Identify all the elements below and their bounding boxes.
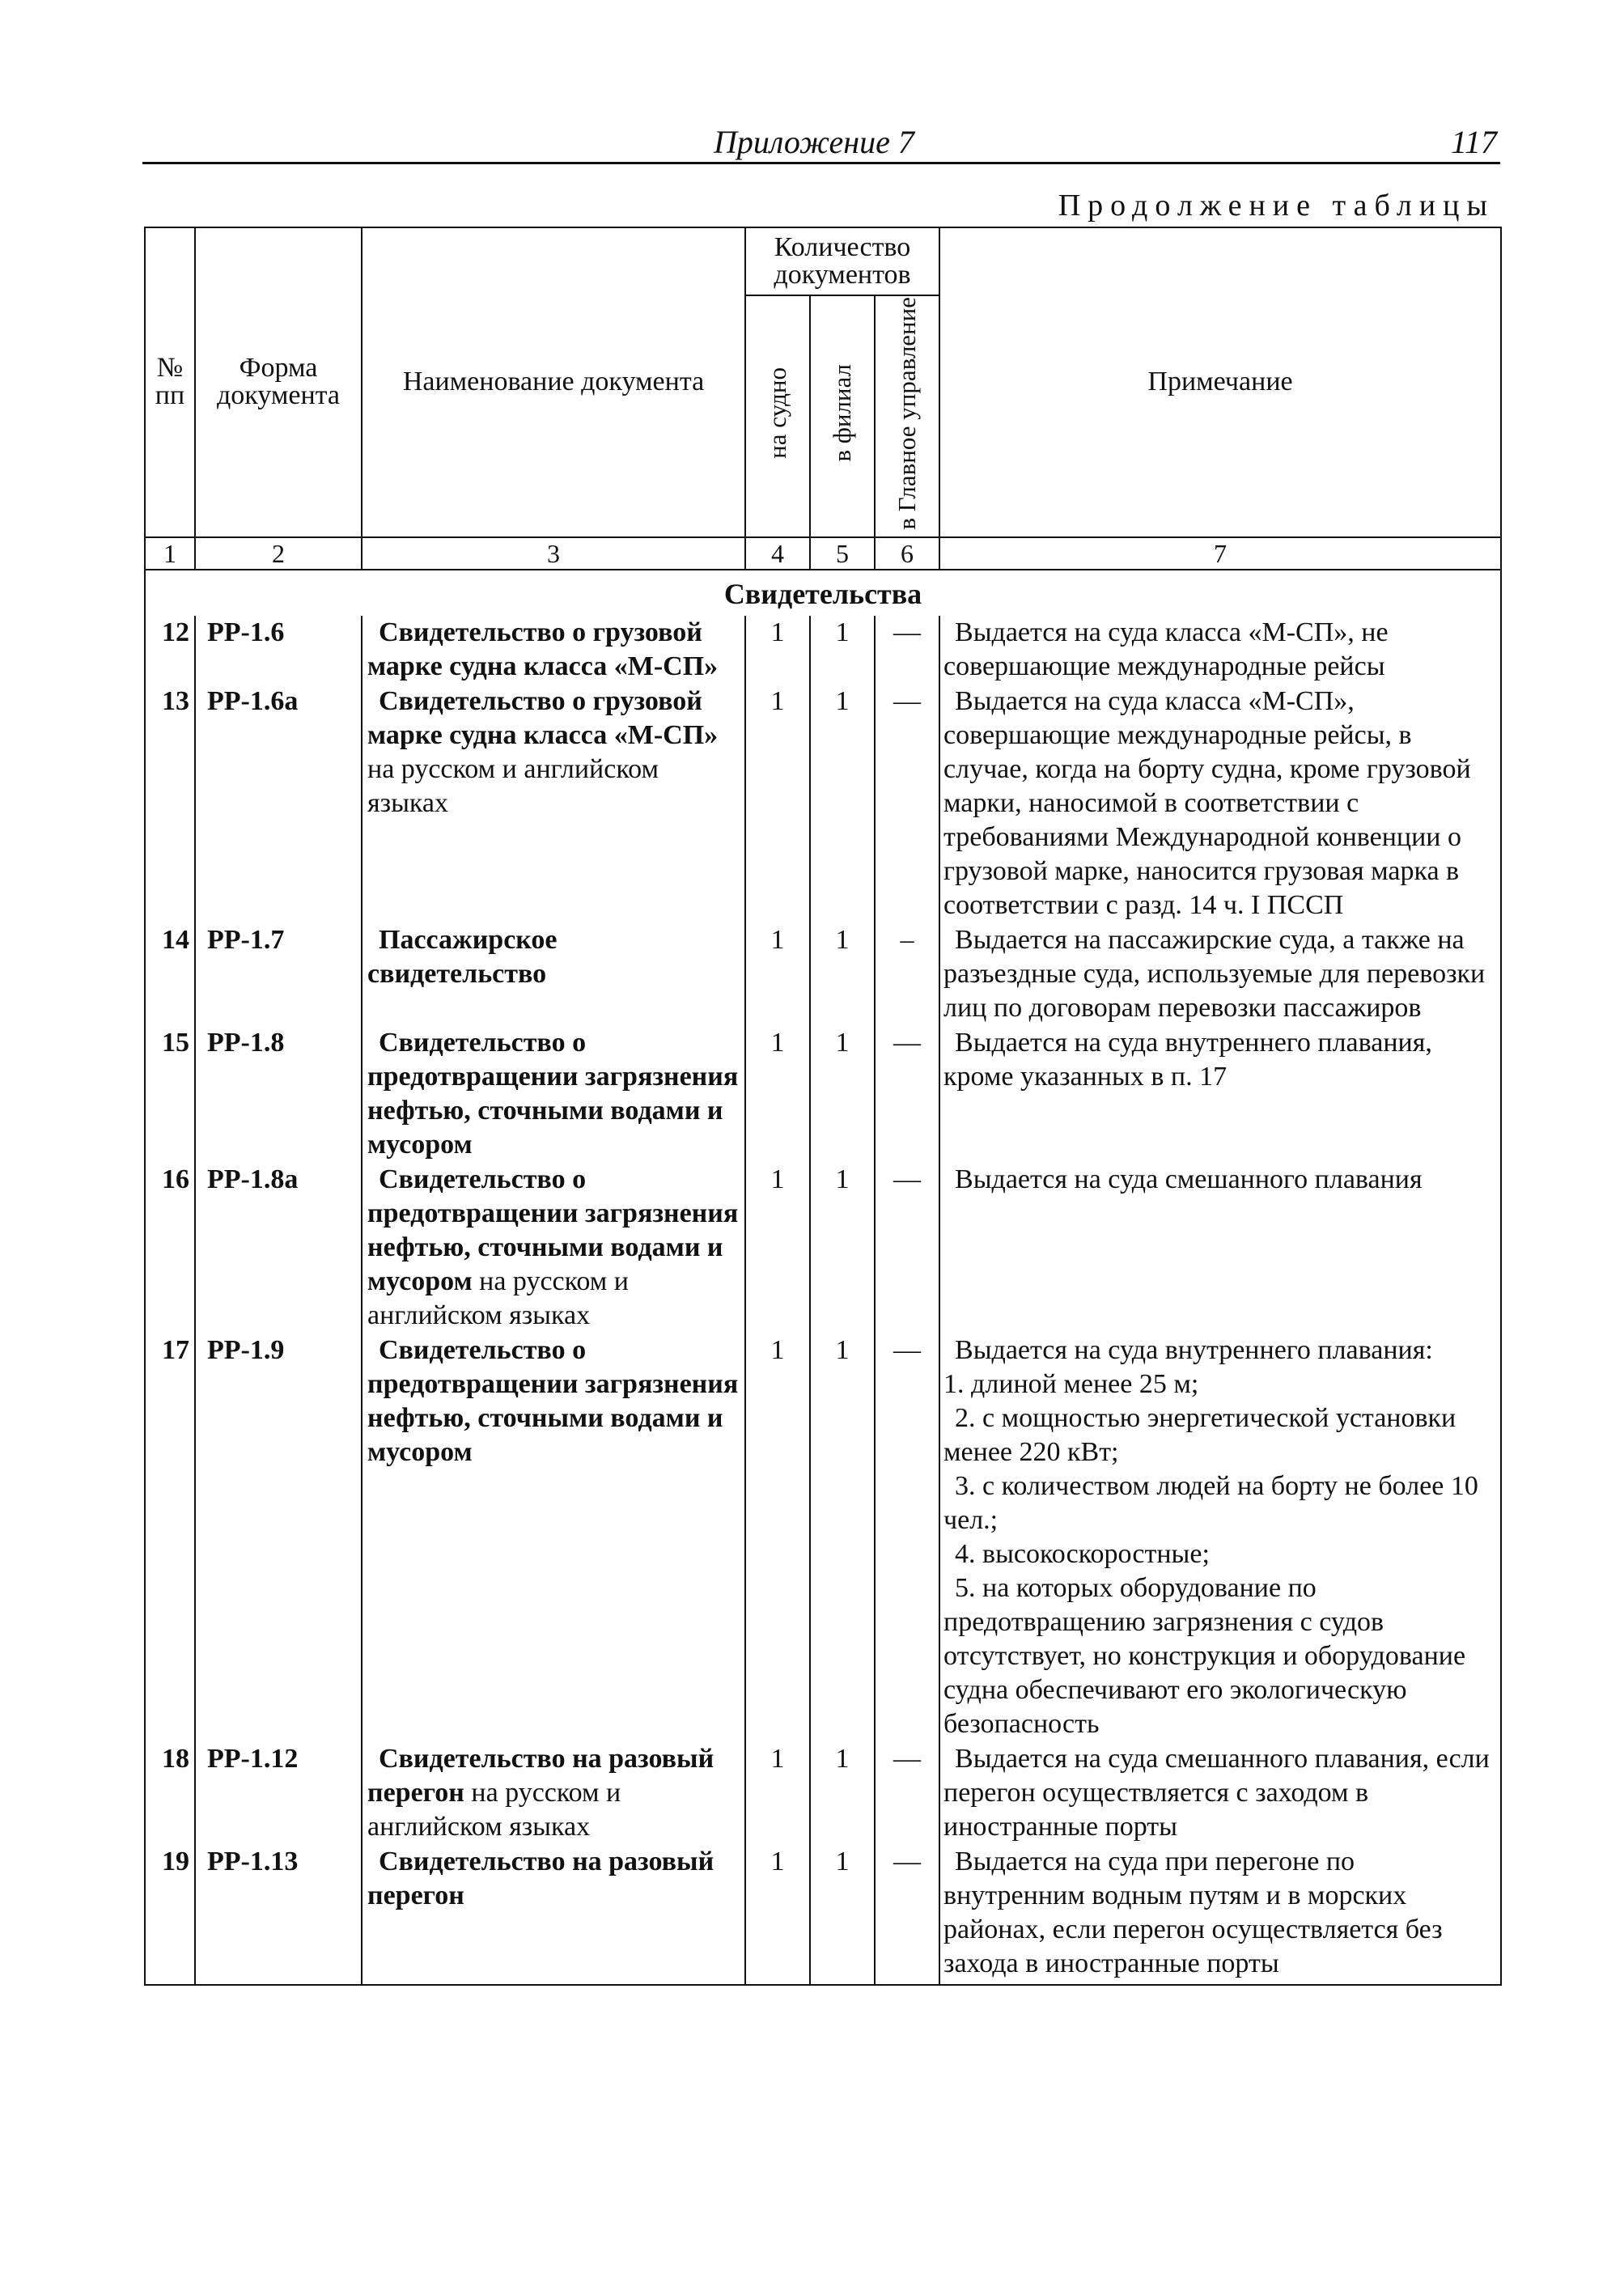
row-number: 19 xyxy=(145,1845,195,1985)
qty-main: — xyxy=(875,1163,939,1334)
qty-branch: 1 xyxy=(810,1742,875,1845)
row-number: 14 xyxy=(145,923,195,1026)
qty-main: — xyxy=(875,1845,939,1985)
document-name-suffix: на русском и английском языках xyxy=(367,753,659,818)
document-name xyxy=(362,1742,745,1845)
table-row xyxy=(145,1742,1501,1845)
document-name xyxy=(362,923,745,1026)
qty-main: — xyxy=(875,616,939,685)
document-name xyxy=(362,1334,745,1742)
column-number: 1 xyxy=(145,537,195,570)
qty-ship: 1 xyxy=(745,685,810,923)
note xyxy=(939,923,1501,1026)
table-row xyxy=(145,1026,1501,1163)
note-line: Выдается на суда класса «М-СП», не совершающие международные рейсы xyxy=(943,617,1389,681)
document-name-bold: Пассажирское свидетельство xyxy=(367,924,558,989)
document-name-suffix: на русском и английском языках xyxy=(367,1266,629,1330)
document-form-code: РР-1.7 xyxy=(195,923,362,1026)
note xyxy=(939,1163,1501,1334)
header-name: Наименование документа xyxy=(362,227,745,537)
qty-branch: 1 xyxy=(810,1845,875,1985)
note xyxy=(939,685,1501,923)
document-form-code: РР-1.8 xyxy=(195,1026,362,1163)
qty-main: — xyxy=(875,685,939,923)
note-line: Выдается на суда внутреннего плавания, кроме указанных в п. 17 xyxy=(943,1027,1432,1092)
document-name-bold: Свидетельство о предотвращении загрязнения нефтью, сточными водами и мусором xyxy=(367,1164,739,1296)
certificates-table xyxy=(144,227,1502,1986)
table-row xyxy=(145,1845,1501,1985)
column-number: 6 xyxy=(875,537,939,570)
running-head xyxy=(142,121,1500,164)
note xyxy=(939,1742,1501,1845)
qty-branch: 1 xyxy=(810,685,875,923)
note-line: 4. высокоскоростные; xyxy=(955,1538,1210,1569)
page-number: 117 xyxy=(1450,124,1497,160)
document-name xyxy=(362,1845,745,1985)
qty-branch: 1 xyxy=(810,923,875,1026)
document-form-code: РР-1.9 xyxy=(195,1334,362,1742)
document-form-code: РР-1.8а xyxy=(195,1163,362,1334)
header-qty: Количество документов xyxy=(745,227,939,295)
note xyxy=(939,1845,1501,1985)
qty-branch: 1 xyxy=(810,616,875,685)
qty-ship: 1 xyxy=(745,1742,810,1845)
column-number: 5 xyxy=(810,537,875,570)
qty-branch: 1 xyxy=(810,1163,875,1334)
header-qty-branch: в филиал xyxy=(810,295,875,537)
row-number: 12 xyxy=(145,616,195,685)
note-line: Выдается на суда смешанного плавания, если перегон осуществляется с заходом в иностранные порты xyxy=(943,1743,1490,1842)
table-row xyxy=(145,923,1501,1026)
header-qty-ship: на судно xyxy=(745,295,810,537)
table-row xyxy=(145,1334,1501,1742)
table-row xyxy=(145,1163,1501,1334)
document-name xyxy=(362,616,745,685)
table-continuation-label: Продолжение таблицы xyxy=(1058,189,1495,223)
document-name xyxy=(362,1163,745,1334)
qty-branch: 1 xyxy=(810,1334,875,1742)
section-heading: Свидетельства xyxy=(145,570,1501,616)
header-note: Примечание xyxy=(939,227,1501,537)
table-row xyxy=(145,685,1501,923)
column-number: 3 xyxy=(362,537,745,570)
qty-ship: 1 xyxy=(745,616,810,685)
qty-main: — xyxy=(875,1026,939,1163)
document-name-bold: Свидетельство на разовый перегон xyxy=(367,1743,714,1808)
document-form-code: РР-1.6а xyxy=(195,685,362,923)
qty-main: — xyxy=(875,1742,939,1845)
qty-ship: 1 xyxy=(745,923,810,1026)
note-line: Выдается на суда внутреннего плавания: xyxy=(955,1334,1433,1365)
header-form: Форма документа xyxy=(195,227,362,537)
qty-main: – xyxy=(875,923,939,1026)
document-name-bold: Свидетельство о предотвращении загрязнения нефтью, сточными водами и мусором xyxy=(367,1027,739,1160)
note xyxy=(939,1026,1501,1163)
row-number: 18 xyxy=(145,1742,195,1845)
row-number: 17 xyxy=(145,1334,195,1742)
column-number: 7 xyxy=(939,537,1501,570)
column-number: 4 xyxy=(745,537,810,570)
page-title: Приложение 7 xyxy=(714,124,914,160)
note-line: Выдается на суда смешанного плавания xyxy=(955,1164,1423,1194)
note-line: Выдается на суда класса «М-СП», совершающие международные рейсы, в случае, когда на борту судна, кроме грузовой марки, наносимой в соответствии с требованиями Международной конвенции о грузовой марке, наносится грузовая марка в соответствии с разд. 14 ч. I ПССП xyxy=(943,685,1471,920)
header-num: № пп xyxy=(145,227,195,537)
document-form-code: РР-1.12 xyxy=(195,1742,362,1845)
header-qty-main: в Главное управление xyxy=(875,295,939,537)
document-name xyxy=(362,1026,745,1163)
document-form-code: РР-1.13 xyxy=(195,1845,362,1985)
qty-main: — xyxy=(875,1334,939,1742)
qty-ship: 1 xyxy=(745,1026,810,1163)
note-line: Выдается на пассажирские суда, а также на разъездные суда, используемые для перевозки лиц по договорам перевозки пассажиров xyxy=(943,924,1486,1023)
table-row xyxy=(145,616,1501,685)
qty-branch: 1 xyxy=(810,1026,875,1163)
note-line: Выдается на суда при перегоне по внутренним водным путям и в морских районах, если перегон осуществляется без захода в иностранные порты xyxy=(943,1846,1443,1978)
document-name-suffix: на русском и английском языках xyxy=(367,1777,621,1842)
document-name-bold: Свидетельство о предотвращении загрязнения нефтью, сточными водами и мусором xyxy=(367,1334,739,1467)
row-number: 15 xyxy=(145,1026,195,1163)
note-line: 3. с количеством людей на борту не более 10 чел.; xyxy=(943,1470,1478,1535)
qty-ship: 1 xyxy=(745,1163,810,1334)
column-number: 2 xyxy=(195,537,362,570)
note xyxy=(939,1334,1501,1742)
column-numbers-row xyxy=(145,537,1501,570)
row-number: 16 xyxy=(145,1163,195,1334)
qty-ship: 1 xyxy=(745,1845,810,1985)
row-number: 13 xyxy=(145,685,195,923)
document-name-bold: Свидетельство о грузовой марке судна класса «М-СП» xyxy=(367,685,719,750)
note-line: 1. длиной менее 25 м; xyxy=(943,1368,1199,1399)
note xyxy=(939,616,1501,685)
document-name xyxy=(362,685,745,923)
document-name-bold: Свидетельство о грузовой марке судна класса «М-СП» xyxy=(367,617,719,681)
note-line: 2. с мощностью энергетической установки менее 220 кВт; xyxy=(943,1402,1457,1467)
note-line: 5. на которых оборудование по предотвращению загрязнения с судов отсутствует, но конструкция и оборудование судна обеспечивают его экологическую безопасность xyxy=(943,1572,1466,1739)
document-name-bold: Свидетельство на разовый перегон xyxy=(367,1846,714,1910)
document-form-code: РР-1.6 xyxy=(195,616,362,685)
qty-ship: 1 xyxy=(745,1334,810,1742)
